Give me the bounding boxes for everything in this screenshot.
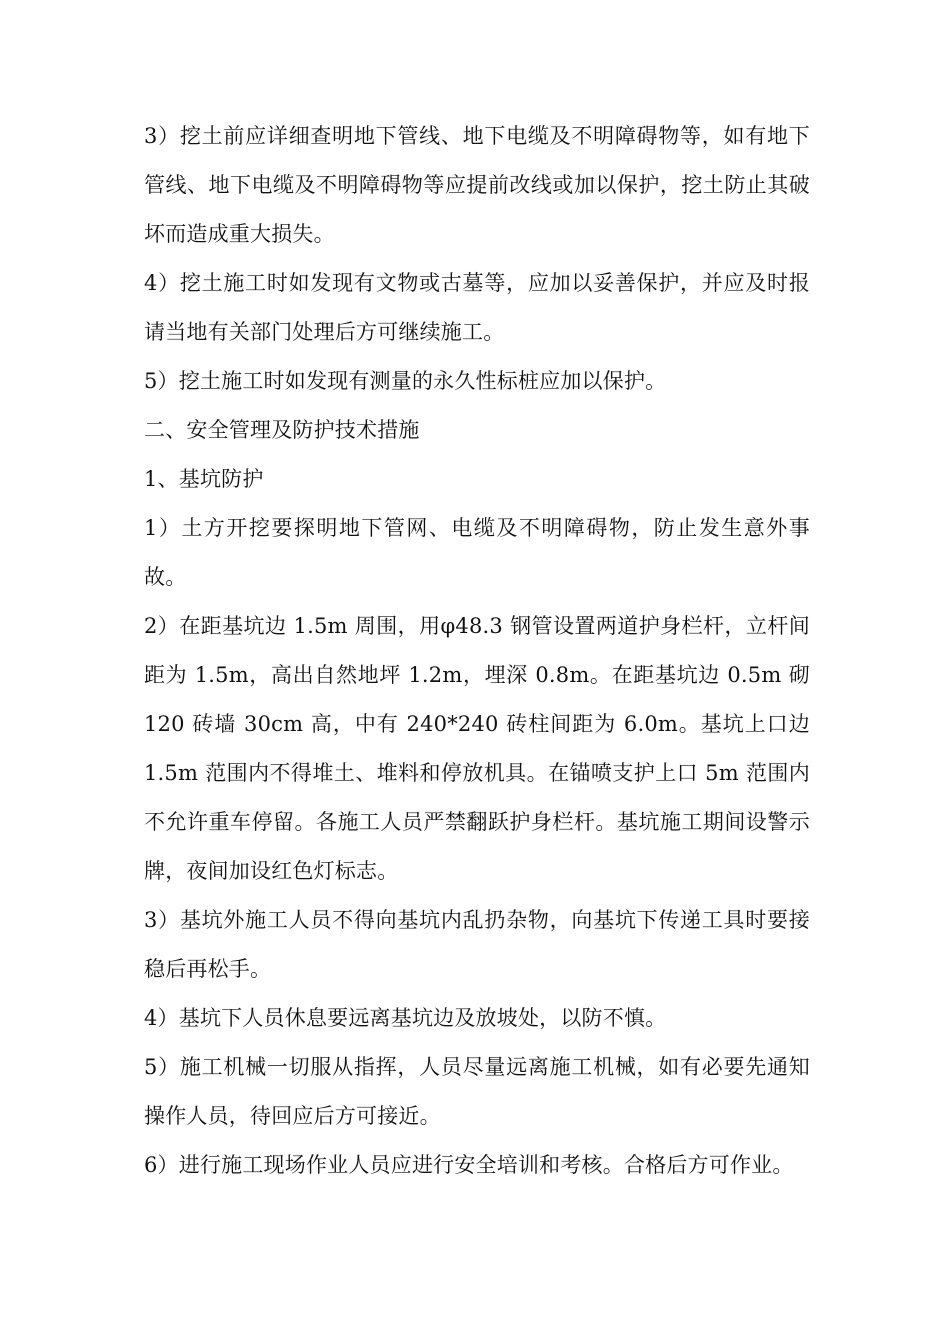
paragraph-item-3-no-throwing: 3）基坑外施工人员不得向基坑内乱扔杂物，向基坑下传递工具时要接稳后再松手。 xyxy=(144,908,810,981)
paragraph-item-4-rest-away: 4）基坑下人员休息要远离基坑边及放坡处，以防不慎。 xyxy=(144,1006,667,1030)
paragraph-item-6-training: 6）进行施工现场作业人员应进行安全培训和考核。合格后方可作业。 xyxy=(144,1153,794,1177)
document-body xyxy=(144,112,810,1190)
paragraph-item-5-machinery: 5）施工机械一切服从指挥，人员尽量远离施工机械，如有必要先通知操作人员，待回应后方可接近。 xyxy=(144,1055,810,1128)
paragraph-item-3-excavation-survey: 3）挖土前应详细查明地下管线、地下电缆及不明障碍物等，如有地下管线、地下电缆及不明障碍物等应提前改线或加以保护，挖土防止其破坏而造成重大损失。 xyxy=(144,124,810,246)
paragraph-item-5-survey-markers: 5）挖土施工时如发现有测量的永久性标桩应加以保护。 xyxy=(144,369,667,393)
paragraph-item-4-relics: 4）挖土施工时如发现有文物或古墓等，应加以妥善保护，并应及时报请当地有关部门处理后方可继续施工。 xyxy=(144,271,810,344)
paragraph-item-2-guardrails: 2）在距基坑边 1.5m 周围，用φ48.3 钢管设置两道护身栏杆，立杆间距为 1.5m，高出自然地坪 1.2m，埋深 0.8m。在距基坑边 0.5m 砌 120 砖墙 30cm 高，中有 240*240 砖柱间距为 6.0m。基坑上口边 1.5m 范围内不得堆土、堆料和停放机具。在锚喷支护上口 5m 范围内不允许重车停留。各施工人员严禁翻跃护身栏杆。基坑施工期间设警示牌，夜间加设红色灯标志。 xyxy=(144,614,810,883)
section-heading-safety: 二、安全管理及防护技术措施 xyxy=(144,418,420,442)
paragraph-item-1-explore-utilities: 1）土方开挖要探明地下管网、电缆及不明障碍物，防止发生意外事故。 xyxy=(144,516,810,589)
subsection-heading-pit-protection: 1、基坑防护 xyxy=(144,467,264,491)
